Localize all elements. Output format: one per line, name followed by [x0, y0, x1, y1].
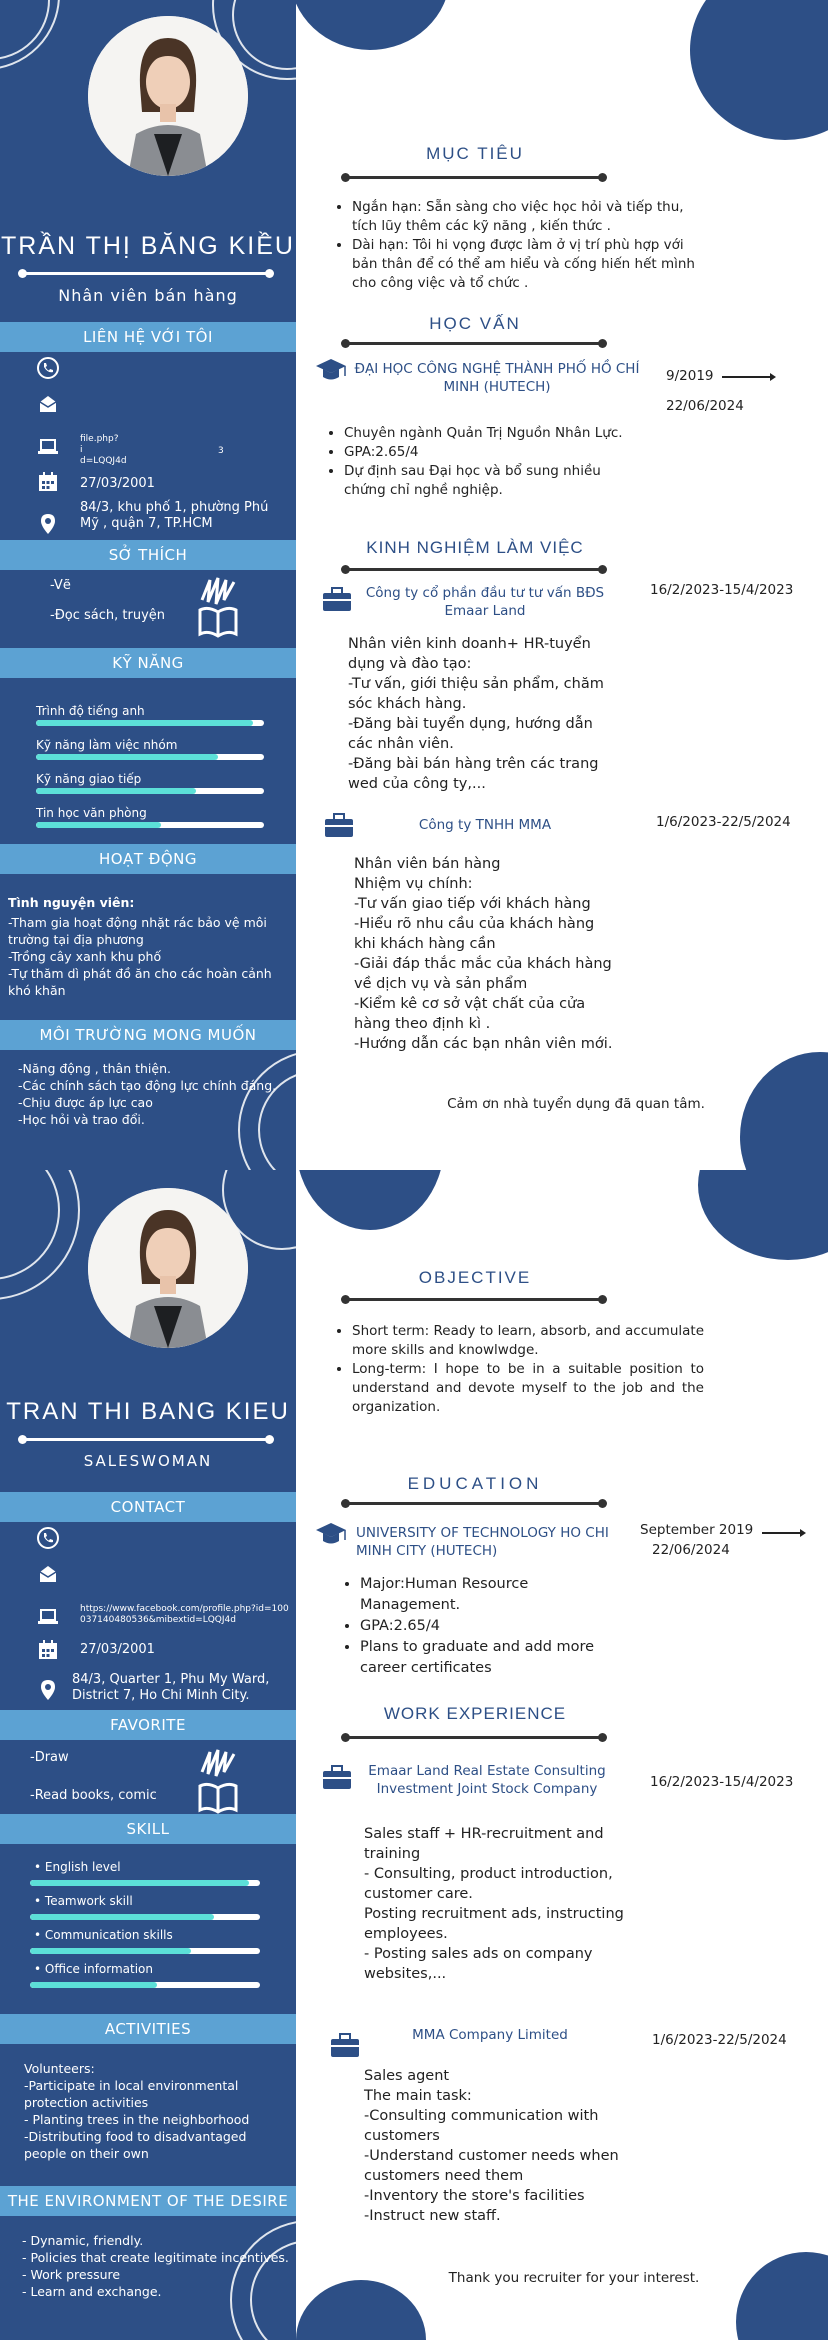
skill-bar: [30, 1948, 260, 1954]
briefcase-icon: [320, 584, 354, 614]
graduation-cap-icon: [314, 356, 348, 386]
hobby-item: -Vẽ: [50, 578, 71, 593]
decor-blob: [690, 0, 828, 140]
address: 84/3, Quarter 1, Phu My Ward, District 7, Ho Chi Minh City.: [72, 1672, 270, 1703]
education-item: • GPA:2.65/4: [344, 443, 626, 462]
candidate-role: SALESWOMAN: [83, 1452, 213, 1470]
skill-bar-fill: [30, 1914, 214, 1920]
section-divider: [344, 1736, 604, 1739]
candidate-role: Nhân viên bán hàng: [58, 286, 238, 305]
objective-item: • Long-term: I hope to be in a suitable position to understand and devote myself to the job and the organization.: [352, 1360, 704, 1417]
phone-icon: [36, 356, 60, 380]
skill-label-text: Teamwork skill: [44, 1894, 133, 1908]
thanks-note: Cảm ơn nhà tuyển dụng đã quan tâm.: [447, 1096, 705, 1112]
skill-label: • Office information: [34, 1962, 154, 1976]
laptop-icon: [36, 1604, 60, 1628]
skill-bar: [36, 720, 264, 726]
arrow: [722, 376, 774, 378]
skill-bar-fill: [30, 1948, 191, 1954]
skill-bar-fill: [36, 720, 253, 726]
thanks-note: Thank you recruiter for your interest.: [448, 2270, 700, 2286]
activity-text: -Tham gia hoạt động nhặt rác bảo vệ môi trường tại địa phương -Trồng cây xanh khu phố -Tự thăm dì phát đồ ăn cho các hoàn cảnh khó khăn: [8, 915, 272, 998]
skill-label-text: Office information: [44, 1962, 154, 1976]
contact-link-fragment: 3: [218, 446, 224, 456]
activity-header: ACTIVITIES: [0, 2014, 296, 2044]
education-list: [326, 424, 626, 500]
job1-company: Công ty cổ phần đầu tư tư vấn BĐS Emaar Land: [365, 585, 605, 619]
skill-bar-fill: [36, 754, 218, 760]
sidebar: [0, 1170, 296, 2340]
section-divider: [344, 1298, 604, 1301]
mail-icon: [36, 1562, 60, 1586]
section-divider: [344, 176, 604, 179]
hobby-header: SỞ THÍCH: [0, 540, 296, 570]
hobby-item: -Đọc sách, truyện: [50, 608, 166, 623]
education-title: HỌC VẤN: [429, 314, 521, 333]
decor-blob: [296, 1170, 444, 1230]
education-item: • Major:Human Resource Management.: [360, 1574, 602, 1616]
skill-bar-fill: [30, 1880, 249, 1886]
environment-header: THE ENVIRONMENT OF THE DESIRE: [0, 2186, 296, 2216]
birth-date: 27/03/2001: [80, 476, 155, 491]
skill-label: Kỹ năng giao tiếp: [36, 772, 142, 786]
education-item: • Chuyên ngành Quản Trị Nguồn Nhân Lực.: [344, 424, 626, 443]
education-item: • Dự định sau Đại học và bổ sung nhiều chứng chỉ nghề nghiệp.: [344, 462, 626, 500]
education-list: [342, 1574, 602, 1679]
mail-icon: [36, 392, 60, 416]
contact-link-line[interactable]: file.php?: [80, 434, 119, 444]
contact-header: CONTACT: [0, 1492, 296, 1522]
sidebar: [0, 0, 296, 1170]
work-title: WORK EXPERIENCE: [383, 1704, 567, 1723]
objective-list: [334, 1322, 704, 1417]
skill-bar-fill: [36, 822, 161, 828]
contact-link-line[interactable]: d=LQQJ4d: [80, 456, 127, 466]
skill-bar-fill: [30, 1982, 157, 1988]
job1-description: Nhân viên kinh doanh+ HR-tuyển dụng và đào tạo: -Tư vấn, giới thiệu sản phẩm, chăm sóc khách hàng. -Đăng bài tuyển dụng, hướng dẫn các nhân viên. -Đăng bài bán hàng trên các trang wed của công ty,...: [348, 636, 604, 792]
skill-bar: [36, 788, 264, 794]
education-title: EDUCATION: [407, 1474, 543, 1493]
decor-blob: [736, 2252, 828, 2340]
location-pin-icon: [36, 1678, 60, 1702]
skill-label: • Teamwork skill: [34, 1894, 133, 1908]
skill-label: Trình độ tiếng anh: [36, 704, 145, 718]
edu-end-date: 22/06/2024: [666, 398, 744, 414]
candidate-name: TRAN THI BANG KIEU: [6, 1398, 290, 1425]
scribble-icon: [196, 1746, 240, 1780]
activity-text: Volunteers: -Participate in local environmental protection activities - Planting trees in the neighborhood -Distributing food to disadvantaged people on their own: [24, 2061, 250, 2161]
skill-label: • Communication skills: [34, 1928, 173, 1942]
decor-blob: [290, 0, 450, 50]
job1-date: 16/2/2023-15/4/2023: [650, 1774, 794, 1790]
book-icon: [196, 1780, 240, 1814]
arrow: [762, 1532, 804, 1534]
environment-text: - Dynamic, friendly. - Policies that create legitimate incentives. - Work pressure - Learn and exchange.: [22, 2233, 289, 2299]
briefcase-icon: [328, 2030, 362, 2060]
skill-bar: [30, 1914, 260, 1920]
skill-label-text: English level: [44, 1860, 121, 1874]
skill-label: Kỹ năng làm việc nhóm: [36, 738, 178, 752]
objective-item: • Dài hạn: Tôi hi vọng được làm ở vị trí phù hợp với bản thân để có thể am hiểu và cống hiến hết mình cho công việc và tổ chức .: [352, 236, 704, 293]
section-divider: [344, 342, 604, 345]
objective-list: [334, 198, 704, 293]
contact-link[interactable]: [80, 434, 230, 467]
objective-title: MỤC TIÊU: [426, 144, 524, 163]
candidate-name: TRẦN THỊ BĂNG KIỀU: [1, 232, 295, 260]
environment-header: MÔI TRƯỜNG MONG MUỐN: [0, 1020, 296, 1050]
contact-link-line[interactable]: i: [80, 445, 83, 455]
hobby-header: FAVORITE: [0, 1710, 296, 1740]
skill-label-text: Communication skills: [44, 1928, 173, 1942]
skill-bar-fill: [36, 788, 196, 794]
skill-label: Tin học văn phòng: [36, 806, 147, 820]
calendar-icon: [36, 1638, 60, 1662]
education-item: • Plans to graduate and add more career certificates: [360, 1637, 602, 1679]
job2-company: MMA Company Limited: [412, 2027, 568, 2043]
briefcase-icon: [320, 1762, 354, 1792]
job1-date: 16/2/2023-15/4/2023: [650, 582, 794, 598]
graduation-cap-icon: [314, 1520, 348, 1550]
education-item: • GPA:2.65/4: [360, 1616, 602, 1637]
laptop-icon: [36, 434, 60, 458]
hobby-item: -Draw: [30, 1750, 69, 1765]
job2-date: 1/6/2023-22/5/2024: [652, 2032, 787, 2048]
edu-start-date: September 2019: [640, 1522, 754, 1538]
edu-start-date: 9/2019: [666, 368, 714, 384]
job2-description: Sales agent The main task: -Consulting communication with customers -Understand customer needs when customers need them -Inventory the store's facilities -Instruct new staff.: [364, 2068, 619, 2224]
job2-description: Nhân viên bán hàng Nhiệm vụ chính: -Tư vấn giao tiếp với khách hàng -Hiểu rõ nhu cầu của khách hàng khi khách hàng cần -Giải đáp thắc mắc của khách hàng về dịch vụ và sản phẩm -Kiểm kê cơ sở vật chất của cửa hàng theo định kì . -Hướng dẫn các bạn nhân viên mới.: [354, 856, 613, 1052]
activity-header: HOẠT ĐỘNG: [0, 844, 296, 874]
skill-bar: [36, 822, 264, 828]
skill-bar: [30, 1880, 260, 1886]
name-divider: [22, 1438, 270, 1441]
decor-blob: [698, 1170, 828, 1260]
hobby-item: -Read books, comic: [30, 1788, 157, 1803]
contact-header: LIÊN HỆ VỚI TÔI: [0, 322, 296, 352]
skill-label: • English level: [34, 1860, 121, 1874]
activity-heading: Tình nguyện viên:: [8, 895, 135, 910]
book-icon: [196, 604, 240, 638]
calendar-icon: [36, 470, 60, 494]
job2-company: Công ty TNHH MMA: [418, 817, 552, 833]
school-name: ĐẠI HỌC CÔNG NGHỆ THÀNH PHỐ HỒ CHÍ MINH (HUTECH): [354, 361, 640, 395]
skill-header: KỸ NĂNG: [0, 648, 296, 678]
job1-description: Sales staff + HR-recruitment and training - Consulting, product introduction, customer care. Posting recruitment ads, instructing employees. - Posting sales ads on company websites,...: [364, 1826, 624, 1982]
birth-date: 27/03/2001: [80, 1642, 155, 1657]
address: 84/3, khu phố 1, phường Phú Mỹ , quận 7, TP.HCM: [80, 500, 269, 531]
cv-page-english: [0, 1170, 828, 2340]
profile-photo: [88, 1188, 248, 1348]
profile-photo: [88, 16, 248, 176]
job2-date: 1/6/2023-22/5/2024: [656, 814, 791, 830]
work-title: KINH NGHIỆM LÀM VIỆC: [366, 538, 584, 557]
job1-company: Emaar Land Real Estate Consulting Investment Joint Stock Company: [368, 1763, 606, 1797]
school-name: UNIVERSITY OF TECHNOLOGY HO CHI MINH CITY (HUTECH): [356, 1525, 609, 1559]
phone-icon: [36, 1526, 60, 1550]
skill-bar: [30, 1982, 260, 1988]
objective-item: • Ngắn hạn: Sẵn sàng cho việc học hỏi và tiếp thu, tích lũy thêm các kỹ năng , kiến thức .: [352, 198, 704, 236]
edu-end-date: 22/06/2024: [652, 1542, 730, 1558]
skill-header: SKILL: [0, 1814, 296, 1844]
name-divider: [22, 272, 270, 275]
contact-link[interactable]: https://www.facebook.com/profile.php?id=100037140480536&mibextid=LQQJ4d: [80, 1604, 289, 1625]
objective-item: • Short term: Ready to learn, absorb, and accumulate more skills and knowlwdge.: [352, 1322, 704, 1360]
skill-bar: [36, 754, 264, 760]
scribble-icon: [196, 574, 240, 608]
section-divider: [344, 568, 604, 571]
decor-blob: [296, 2280, 426, 2340]
section-divider: [344, 1502, 604, 1505]
decor-arc: [0, 0, 60, 70]
objective-title: OBJECTIVE: [418, 1268, 532, 1287]
location-pin-icon: [36, 512, 60, 536]
briefcase-icon: [322, 810, 356, 840]
environment-text: -Năng động , thân thiện. -Các chính sách tạo động lực chính đáng. -Chịu được áp lực cao -Học hỏi và trao đổi.: [18, 1061, 277, 1127]
decor-arc: [0, 1170, 80, 1300]
